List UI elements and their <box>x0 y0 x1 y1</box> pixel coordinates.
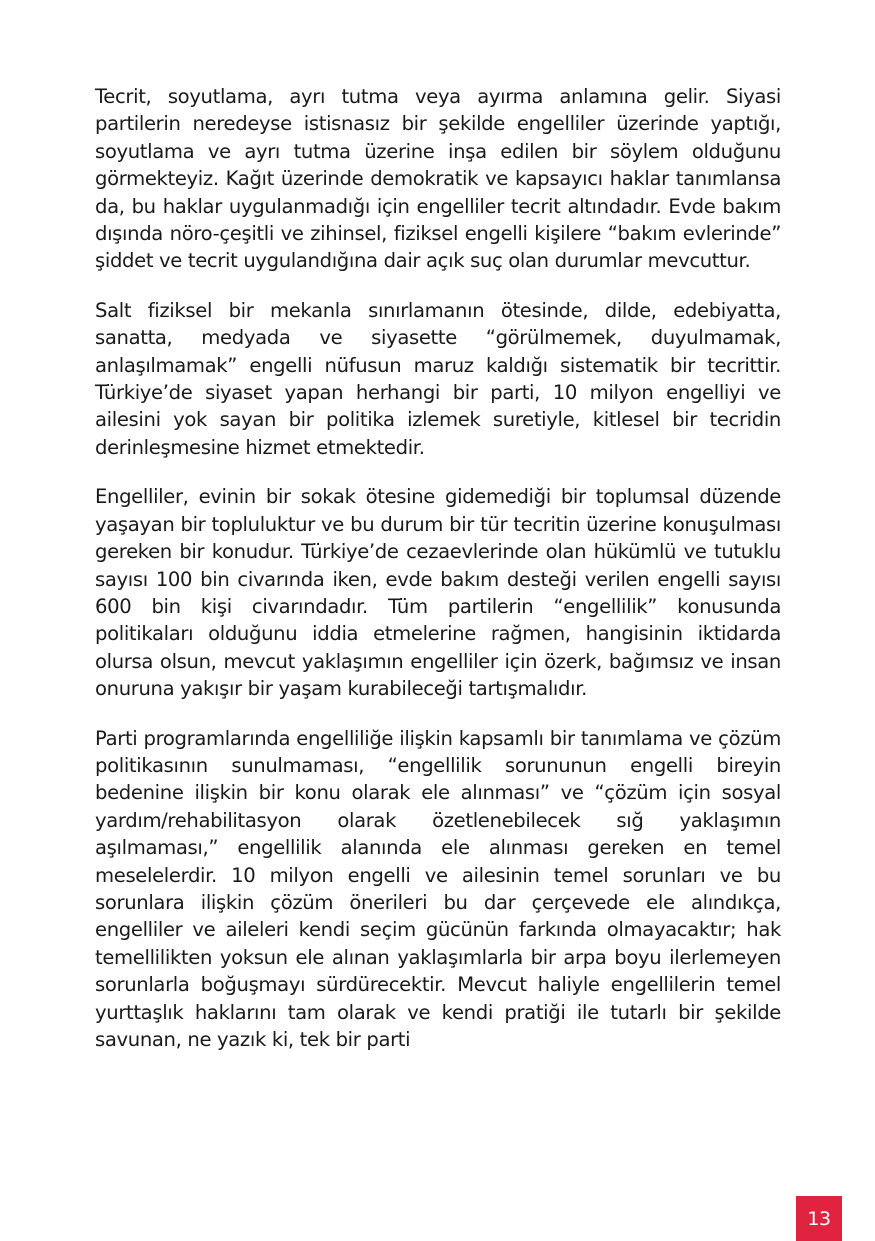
page-number: 13 <box>807 1207 831 1230</box>
page-number-badge <box>796 1196 842 1241</box>
document-body <box>95 83 781 1075</box>
paragraph-systematic-isolation: Salt fiziksel bir mekanla sınırlamanın ötesinde, dilde, edebiyatta, sanatta, medyada ve siyasette “görülmemek, duyulmamak, anlaşılmamak” engelli nüfusun maruz kaldığı sistematik bir tecrittir. Türkiye’de siyaset yapan herhangi bir parti, 10 milyon engelliyi ve ailesini yok sayan bir politika izlemek suretiyle, kitlesel bir tecridin derinleşmesine hizmet etmektedir. <box>95 298 781 459</box>
paragraph-isolation-definition: Tecrit, soyutlama, ayrı tutma veya ayırma anlamına gelir. Siyasi partilerin neredeyse istisnasız bir şekilde engelliler üzerinde yaptığı, soyutlama ve ayrı tutma üzerine inşa edilen bir söylem olduğunu görmekteyiz. Kağıt üzerinde demokratik ve kapsayıcı haklar tanımlansa da, bu haklar uygulanmadığı için engelliler tecrit altındadır. Evde bakım dışında nöro-çeşitli ve zihinsel, fiziksel engelli kişilere “bakım evlerinde” şiddet ve tecrit uygulandığına dair açık suç olan durumlar mevcuttur. <box>95 85 781 273</box>
paragraph-home-care-statistics: Engelliler, evinin bir sokak ötesine gidemediği bir toplumsal düzende yaşayan bir topluluktur ve bu durum bir tür tecritin üzerine konuşulması gereken bir konudur. Türkiye’de cezaevlerinde olan hükümlü ve tutuklu sayısı 100 bin civarında iken, evde bakım desteği verilen engelli sayısı 600 bin kişi civarındadır. Tüm partilerin “engellilik” konusunda politikaları olduğunu iddia etmelerine rağmen, hangisinin iktidarda olursa olsun, mevcut yaklaşımın engelliler için özerk, bağımsız ve insan onuruna yakışır bir yaşam kurabileceği tartışmalıdır. <box>95 485 781 701</box>
paragraph-party-programs: Parti programlarında engelliliğe ilişkin kapsamlı bir tanımlama ve çözüm politikasının sunulmaması, “engellilik sorununun engelli bireyin bedenine ilişkin bir konu olarak ele alınması” ve “çözüm için sosyal yardım/rehabilitasyon olarak özetlenebilecek sığ yaklaşımın aşılmaması,” engellilik alanında ele alınması gereken en temel meselelerdir. 10 milyon engelli ve ailesinin temel sorunları ve bu sorunlara ilişkin çözüm önerileri bu dar çerçevede ele alındıkça, engelliler ve aileleri kendi seçim gücünün farkında olmayacaktır; hak temellilikten yoksun ele alınan yaklaşımlarla bir arpa boyu ilerlemeyen sorunlarla boğuşmayı sürdürecektir. Mevcut haliyle engellilerin temel yurttaşlık haklarını tam olarak ve kendi pratiği ile tutarlı bir şekilde savunan, ne yazık ki, tek bir parti <box>95 726 781 1051</box>
